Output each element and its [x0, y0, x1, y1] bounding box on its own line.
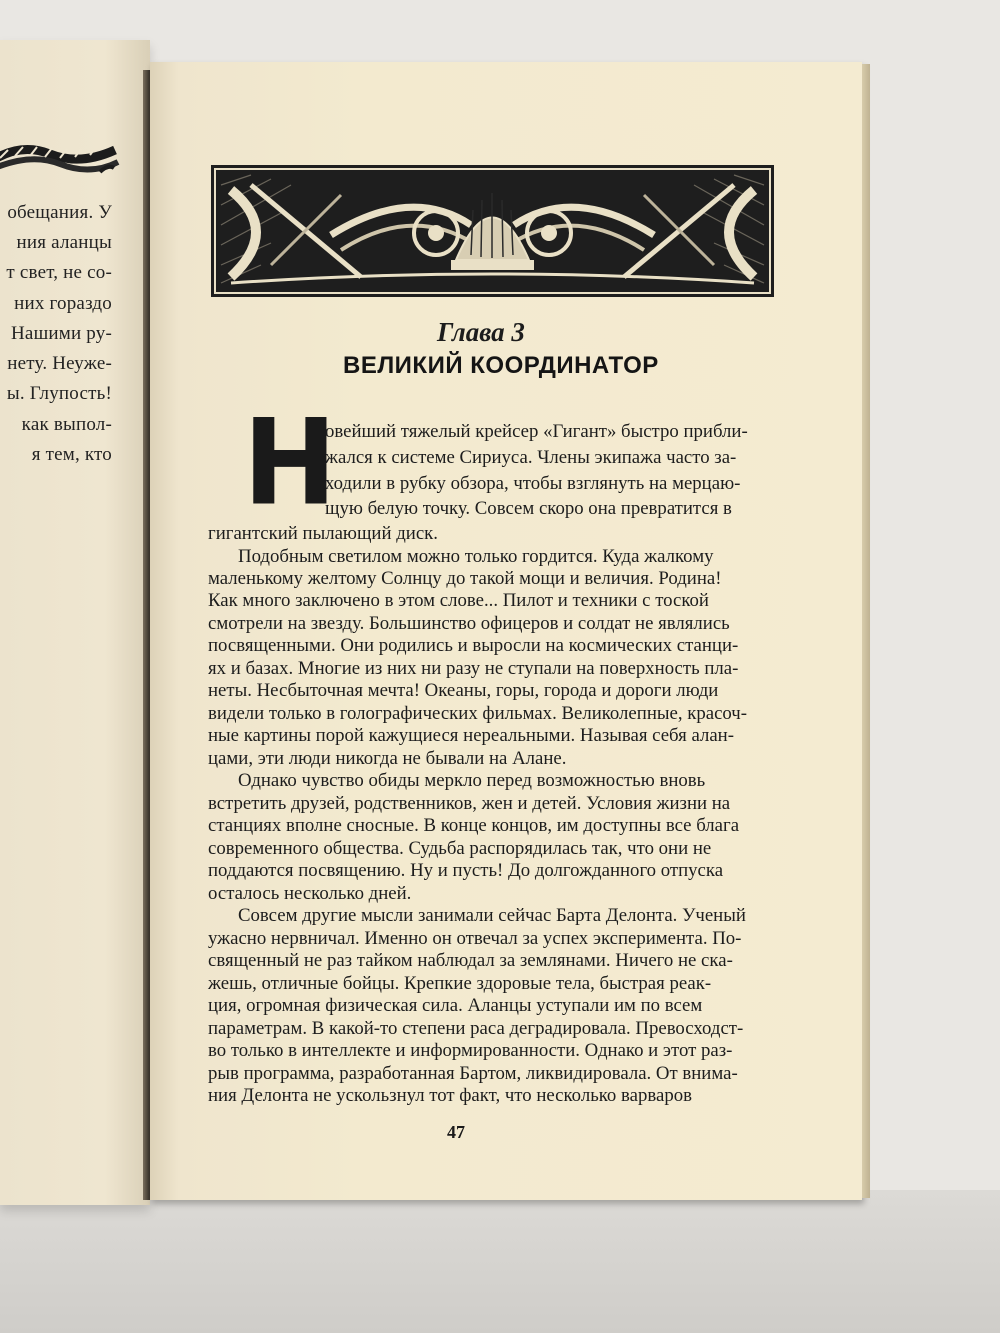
body-text-line: ния Делонта не ускользнул тот факт, что несколько варваров [208, 1085, 692, 1106]
page-number: 47 [447, 1122, 465, 1142]
body-text-line: Совсем другие мысли занимали сейчас Барта Делонта. Ученый [238, 905, 746, 927]
body-text-line: станциях вполне сносные. В конце концов, им доступны все блага [208, 815, 740, 837]
body-text-line: во только в интеллекте и информированности. Однако и этот раз- [208, 1040, 733, 1061]
body-text-line: поддаются посвящению. Ну и пусть! До долгожданного отпуска [208, 860, 724, 882]
left-text-line: них гораздо [14, 293, 112, 314]
left-ornament-image [0, 132, 120, 192]
drop-cap-letter: Н [243, 394, 337, 532]
body-text-line: неты. Несбыточная мечта! Океаны, горы, города и дороги люди [208, 680, 719, 702]
body-text-line: видели только в голографических фильмах. Великолепные, красоч- [208, 702, 748, 724]
body-text-line: посвященными. Они родились и выросли на космических станци- [208, 635, 739, 657]
body-text-line: параметрам. В какой-то степени раса деградировала. Превосходст- [208, 1017, 744, 1039]
left-text-line: обещания. У [7, 202, 112, 223]
body-text-line: цами, эти люди никогда не бывали на Алане. [208, 747, 567, 769]
left-text-line: т свет, не со- [6, 262, 112, 283]
body-text-line: овейший тяжелый крейсер «Гигант» быстро прибли- [325, 421, 748, 442]
body-text-line: осталось несколько дней. [208, 882, 412, 904]
page-edge [862, 64, 870, 1198]
body-text-line: ужасно нервничал. Именно он отвечал за успех эксперимента. По- [208, 927, 742, 949]
chapter-number-text: Глава 3 [437, 317, 525, 347]
chapter-header-ornament-image [211, 165, 774, 297]
body-text-line: жешь, отличные бойцы. Крепкие здоровые тела, быстрая реак- [208, 972, 712, 994]
body-text-line: ные картины порой кажущиеся нереальными. Называя себя алан- [208, 725, 734, 747]
left-text-line: как выпол- [21, 414, 112, 435]
body-text-line: Однако чувство обиды меркло перед возможностью вновь [238, 770, 706, 792]
body-text-line: встретить друзей, родственников, жен и детей. Условия жизни на [208, 792, 731, 814]
body-text-line: щую белую точку. Совсем скоро она превратится в [325, 498, 732, 519]
chapter-title: ВЕЛИКИЙ КООРДИНАТОР [343, 352, 659, 379]
body-text-line: Подобным светилом можно только гордится. Куда жалкому [238, 545, 714, 567]
body-text-line: ях и базах. Многие из них ни разу не ступали на поверхность пла- [208, 657, 739, 679]
body-text-line: гигантский пылающий диск. [208, 523, 438, 544]
body-text-line: священный не раз тайком наблюдал за землянами. Ничего не ска- [208, 950, 733, 972]
body-text-line: рыв программа, разработанная Бартом, ликвидировала. От внима- [208, 1062, 738, 1084]
body-text-line: маленькому желтому Солнцу до такой мощи и величия. Родина! [208, 568, 722, 589]
left-text-line: я тем, кто [31, 444, 112, 465]
left-text-line: нету. Неуже- [7, 353, 112, 374]
left-text-line: ы. Глупость! [6, 383, 112, 404]
left-text-line: ния аланцы [16, 232, 112, 253]
body-text-line: смотрели на звезду. Большинство офицеров и солдат не являлись [208, 612, 730, 634]
body-text-line: жался к системе Сириуса. Члены экипажа часто за- [325, 447, 737, 468]
body-text-line: Как много заключено в этом слове... Пилот и техники с тоской [208, 590, 709, 612]
body-text-line: ция, огромная физическая сила. Аланцы уступали им по всем [208, 995, 703, 1017]
body-text-line: ходили в рубку обзора, чтобы взглянуть на мерцаю- [325, 473, 741, 494]
left-text-line: Нашими ру- [11, 323, 112, 344]
body-text-line: современного общества. Судьба распорядилась так, что они не [208, 837, 712, 859]
left-page [0, 40, 150, 1205]
background-surface [0, 1190, 1000, 1333]
